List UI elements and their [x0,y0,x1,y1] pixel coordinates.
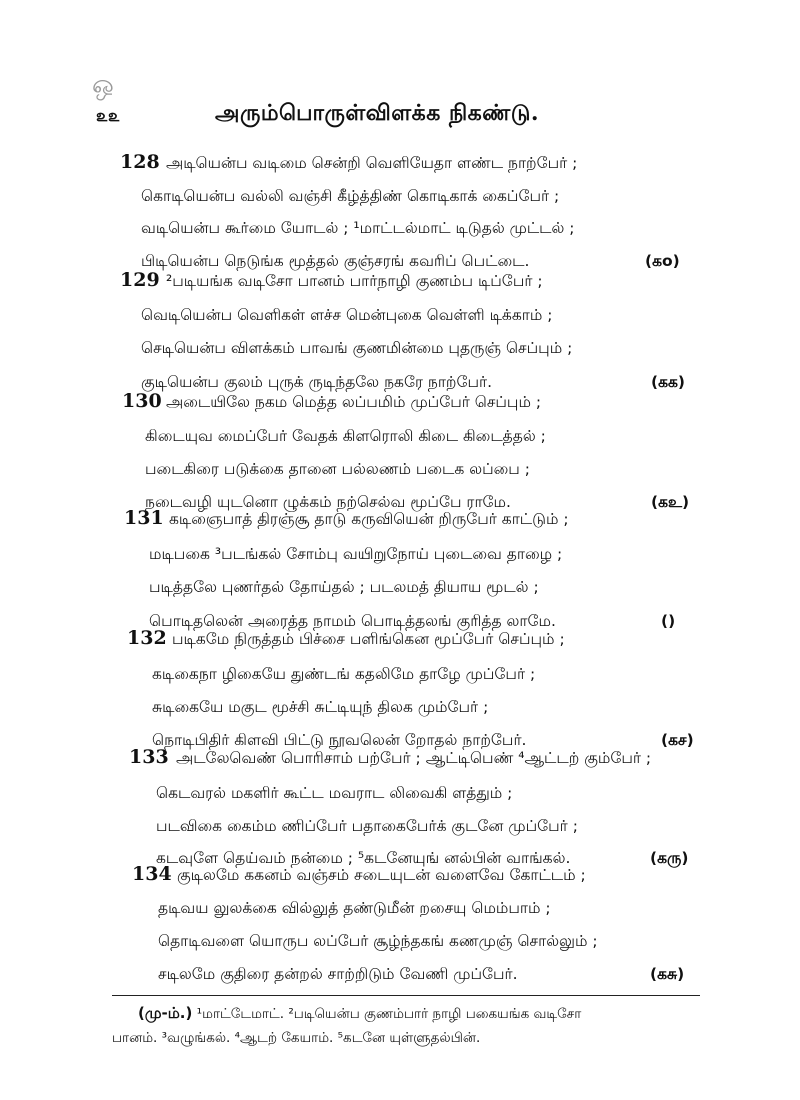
footnote-rule [112,995,700,996]
verse-number: 133 [129,746,169,768]
verse-number: 132 [127,627,167,649]
footnote-line-1 [138,1004,581,1024]
verse-line: மடிபகை ³படங்கல் சோம்பு வயிறுநோய் புடைவை தாழை ; [149,545,563,563]
verse-mark: (கஉ) [651,493,690,511]
verse-line: குடியென்ப குலம் புருக் ருடிந்தலே நகரே நாற்பேர். [141,373,493,391]
verse-line: குடிலமே ககனம் வஞ்சம் சடையுடன் வளைவே கோட்டம் ; [177,866,586,884]
verse-line: கடிஞைபாத் திரஞ்சூ தாடு கருவியென் றிருபேர் காட்டும் ; [169,510,569,528]
verse-mark: (கரு) [650,849,689,867]
verse-line: செடியென்ப விளக்கம் பாவங் குணமின்மை புதருஞ் செப்பும் ; [141,339,573,357]
verse-line: சடிலமே குதிரை தன்றல் சாற்றிடும் வேணி முப்பேர். [158,965,518,983]
footnote-text: ¹மாட்டேமாட். ²படியென்ப குணம்பார் நாழி பகையங்க வடிசோ [196,1006,582,1022]
footnote-line-2: பானம். ³வழுங்கல். ⁴ஆடற் கேயாம். ⁵கடனே யுள்ளுதல்பின். [112,1030,481,1046]
verse-line: கெடவரல் மகளிர் கூட்ட மவராட லிவைகி ளத்தும் ; [156,784,513,802]
margin-scribble: ஒ [92,70,114,100]
verse-line: கொடியென்ப வல்லி வஞ்சி கீழ்த்திண் கொடிகாக் கைப்பேர் ; [141,187,560,205]
verse-line: அடியென்ப வடிமை சென்றி வெளியேதா ளண்ட நாற்பேர் ; [166,154,578,172]
verse-line: ²படியங்க வடிசோ பானம் பார்நாழி குணம்ப டிப்பேர் ; [166,272,543,290]
verse-number: 131 [124,507,164,529]
running-title: அரும்பொருள்விளக்க நிகண்டு. [215,100,540,126]
verse-mark: (கo) [645,252,680,270]
verse-line: சுடிகையே மகுட மூச்சி சுட்டியுந் திலக மும்பேர் ; [152,698,489,716]
verse-mark: (கக) [651,373,685,391]
verse-line: தடிவய லுலக்கை வில்லுத் தண்டுமீன் றசையு மெம்பாம் ; [158,899,551,917]
verse-line: பிடியென்ப நெடுங்க மூத்தல் குஞ்சரங் கவரிப் பெட்டை. [141,252,530,270]
verse-number: 130 [122,390,162,412]
verse-number: 129 [120,269,160,291]
verse-line: படைகிரை படுக்கை தானை பல்லணம் படைக லப்பை ; [145,460,530,478]
verse-line: கடிகைநா ழிகையே துண்டங் கதலிமே தாழே முப்பேர் ; [152,665,536,683]
verse-line: நொடிபிதிர் கிளவி பிட்டு நூவலென் றோதல் நாற்பேர். [152,731,527,749]
verse-line: பொடிதலென் அரைத்த நாமம் பொடித்தலங் குரித்த லாமே. [149,612,556,630]
verse-mark: (கச) [661,731,694,749]
verse-mark: () [661,612,676,630]
page-number: ௨௨ [96,106,121,126]
verse-number: 134 [132,863,172,885]
verse-line: படவிகை கைம்ம ணிப்பேர் பதாகைபேர்க் குடனே முப்பேர் ; [156,817,578,835]
verse-mark: (கசு) [650,965,685,983]
footnote-label: (மு-ம்.) [138,1004,193,1022]
verse-line: வடியென்ப கூர்மை யோடல் ; ¹மாட்டல்மாட் டிடுதல் முட்டல் ; [141,219,575,237]
verse-line: தொடிவளை யொருப லப்பேர் சூழ்ந்தகங் கணமுஞ் சொல்லும் ; [158,932,598,950]
verse-line: கிடையுவ மைப்பேர் வேதக் கிளரொலி கிடை கிடைத்தல் ; [145,427,546,445]
verse-line: அடலேவெண் பொரிசாம் பற்பேர் ; ஆட்டிபெண் ⁴ஆட்டற் கும்பேர் ; [176,749,652,767]
verse-line: படித்தலே புணர்தல் தோய்தல் ; படலமத் தியாய மூடல் ; [149,578,539,596]
verse-line: வெடியென்ப வெளிகள் ளச்ச மென்புகை வெள்ளி டிக்காம் ; [141,306,553,324]
verse-line: அடையிலே நகம மெத்த லப்பமிம் முப்பேர் செப்பும் ; [166,393,542,411]
verse-number: 128 [120,151,160,173]
verse-line: கடவுளே தெய்வம் நன்மை ; ⁵கடனேயுங் னல்பின் வாங்கல். [156,849,571,867]
verse-line: படிகமே நிருத்தம் பிச்சை பளிங்கென மூப்பேர் செப்பும் ; [172,630,565,648]
verse-line: நடைவழி யுடனொ ழுக்கம் நற்செல்வ மூப்பே ராமே. [145,493,511,511]
